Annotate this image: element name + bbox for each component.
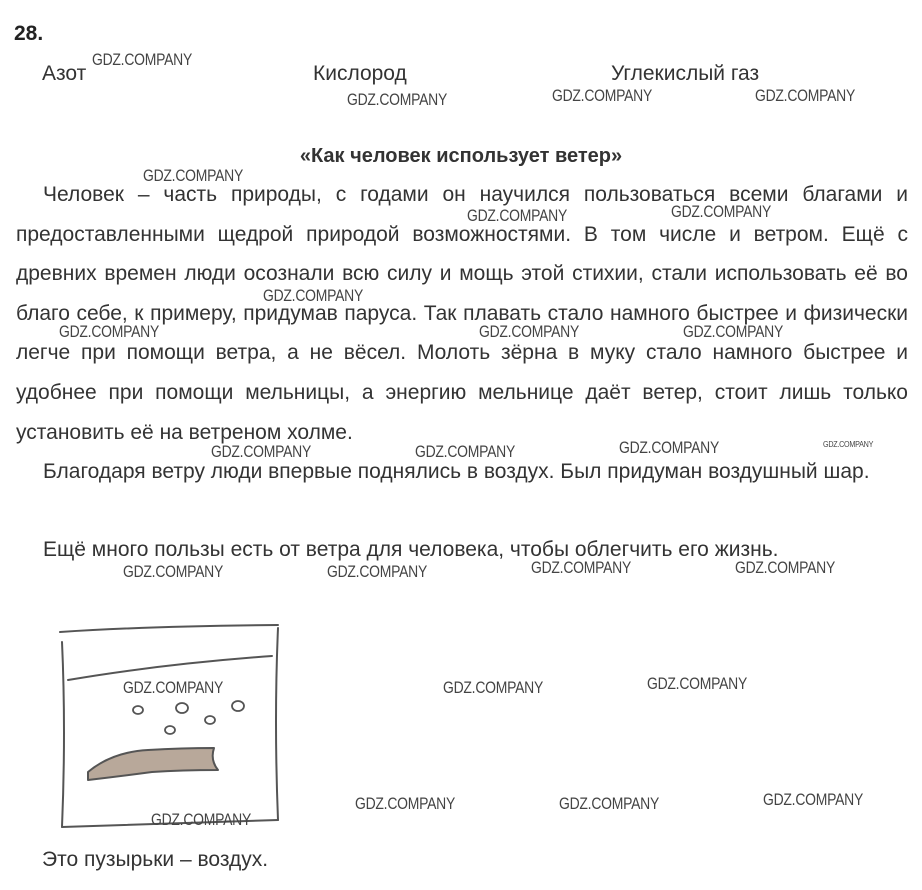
- gas-label-nitrogen: Азот: [42, 62, 87, 85]
- watermark: GDZ.COMPANY: [531, 558, 632, 577]
- fish-icon: [88, 748, 218, 780]
- gas-label-oxygen: Кислород: [313, 62, 407, 85]
- watermark: GDZ.COMPANY: [559, 794, 660, 813]
- watermark: GDZ.COMPANY: [683, 322, 784, 341]
- watermark: GDZ.COMPANY: [327, 562, 428, 581]
- watermark: GDZ.COMPANY: [619, 438, 720, 457]
- watermark: GDZ.COMPANY: [211, 442, 312, 461]
- watermark: GDZ.COMPANY: [671, 202, 772, 221]
- watermark: GDZ.COMPANY: [92, 50, 193, 69]
- gas-label-carbon-dioxide: Углекислый газ: [611, 62, 760, 85]
- watermark: GDZ.COMPANY: [763, 790, 864, 809]
- watermark: GDZ.COMPANY: [479, 322, 580, 341]
- watermark: GDZ.COMPANY: [151, 810, 252, 829]
- essay-title: «Как человек использует ветер»: [299, 145, 623, 167]
- watermark: GDZ.COMPANY: [755, 86, 856, 105]
- watermark: GDZ.COMPANY: [59, 322, 160, 341]
- watermark: GDZ.COMPANY: [647, 674, 748, 693]
- task-number: 28.: [14, 22, 44, 45]
- bubbles-icon: [133, 701, 244, 734]
- watermark: GDZ.COMPANY: [123, 562, 224, 581]
- watermark: GDZ.COMPANY: [443, 678, 544, 697]
- essay-paragraph-2: Благодаря ветру люди впервые поднялись в воздух. Был придуман воздушный шар.: [43, 460, 870, 483]
- essay-paragraph-1: Человек – часть природы, с годами он научился пользоваться всеми благами и предоставленными щедрой природой возможностями. В том числе и ветром. Ещё с древних времен люди осознали всю силу и мощь этой стихии, стали использовать её во благо себе, к примеру, придумав паруса. Так плавать стало намного быстрее и физически легче при помощи ветра, а не вёсел. Молоть зёрна в муку стало намного быстрее и удобнее при помощи мельницы, а энергию мельнице даёт ветер, стоит лишь только установить её на ветреном холме.: [16, 183, 908, 444]
- watermark: GDZ.COMPANY: [347, 90, 448, 109]
- watermark: GDZ.COMPANY: [735, 558, 836, 577]
- watermark: GDZ.COMPANY: [467, 206, 568, 225]
- watermark: GDZ.COMPANY: [123, 678, 224, 697]
- watermark: GDZ.COMPANY: [552, 86, 653, 105]
- drawing-caption: Это пузырьки – воздух.: [42, 848, 269, 871]
- essay-paragraph-3: Ещё много пользы есть от ветра для человека, чтобы облегчить его жизнь.: [43, 538, 779, 561]
- watermark: GDZ.COMPANY: [355, 794, 456, 813]
- watermark: GDZ.COMPANY: [415, 442, 516, 461]
- watermark: GDZ.COMPANY: [823, 440, 874, 449]
- watermark: GDZ.COMPANY: [263, 286, 364, 305]
- watermark: GDZ.COMPANY: [143, 166, 244, 185]
